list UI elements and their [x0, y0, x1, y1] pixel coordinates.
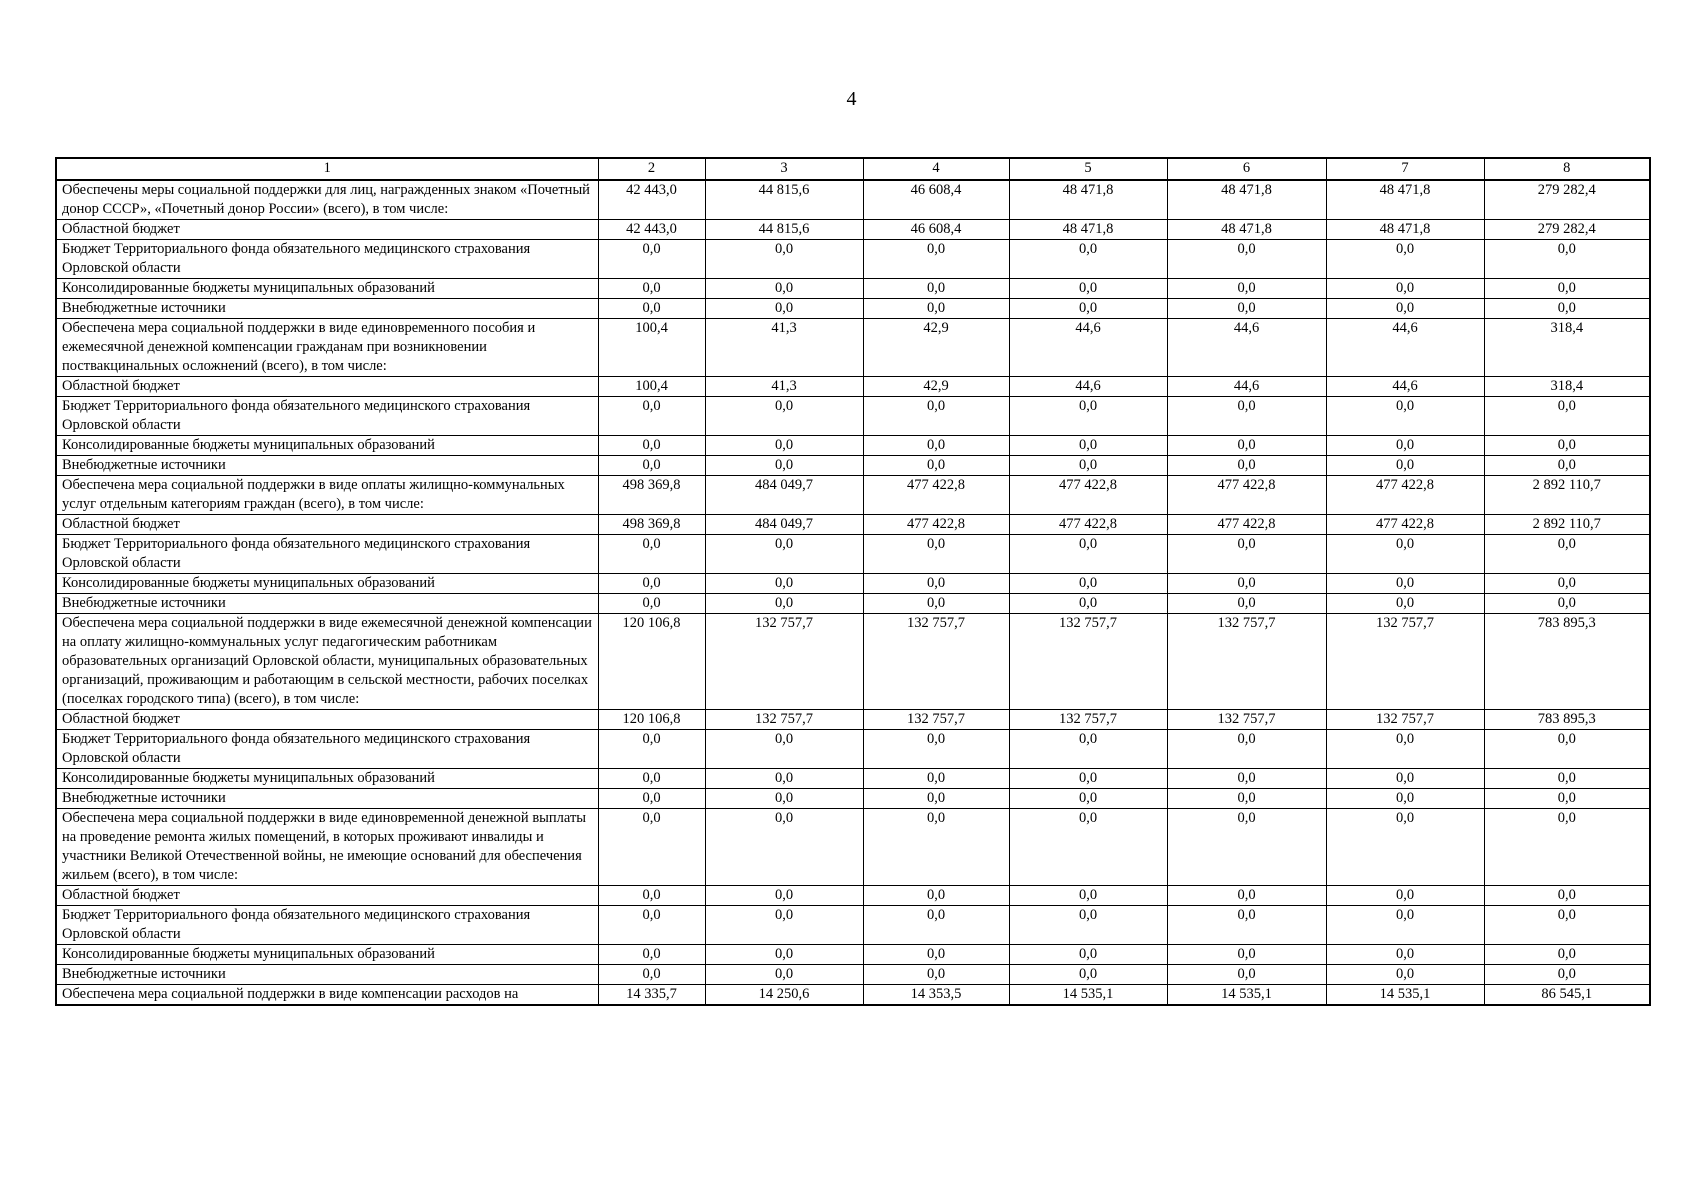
value-cell: 42 443,0: [598, 220, 705, 240]
table-row: [56, 240, 1650, 279]
value-cell: 0,0: [705, 730, 863, 769]
value-cell: 0,0: [863, 809, 1009, 886]
table-row: [56, 886, 1650, 906]
row-label: Бюджет Территориального фонда обязательного медицинского страхования Орловской области: [56, 535, 598, 574]
value-cell: 132 757,7: [705, 710, 863, 730]
value-cell: 0,0: [598, 574, 705, 594]
row-label: Обеспечены меры социальной поддержки для лиц, награжденных знаком «Почетный донор СССР», «Почетный донор России» (всего), в том числе:: [56, 180, 598, 220]
row-label: Внебюджетные источники: [56, 789, 598, 809]
value-cell: 0,0: [1009, 397, 1167, 436]
value-cell: 0,0: [1326, 906, 1484, 945]
value-cell: 120 106,8: [598, 614, 705, 710]
value-cell: 0,0: [863, 279, 1009, 299]
budget-table: [55, 157, 1651, 1006]
value-cell: 0,0: [705, 299, 863, 319]
value-cell: 279 282,4: [1484, 220, 1650, 240]
value-cell: 0,0: [863, 240, 1009, 279]
value-cell: 42,9: [863, 377, 1009, 397]
value-cell: 0,0: [863, 965, 1009, 985]
column-header: 7: [1326, 158, 1484, 180]
value-cell: 0,0: [598, 906, 705, 945]
value-cell: 0,0: [1326, 965, 1484, 985]
value-cell: 0,0: [598, 886, 705, 906]
value-cell: 477 422,8: [1009, 515, 1167, 535]
value-cell: 0,0: [863, 730, 1009, 769]
table-row: [56, 769, 1650, 789]
row-label: Внебюджетные источники: [56, 965, 598, 985]
value-cell: 0,0: [1326, 240, 1484, 279]
table-row: [56, 614, 1650, 710]
value-cell: 0,0: [1326, 769, 1484, 789]
value-cell: 0,0: [1167, 730, 1326, 769]
value-cell: 783 895,3: [1484, 614, 1650, 710]
value-cell: 477 422,8: [863, 476, 1009, 515]
value-cell: 0,0: [1326, 397, 1484, 436]
table-row: [56, 436, 1650, 456]
value-cell: 0,0: [705, 535, 863, 574]
value-cell: 48 471,8: [1009, 220, 1167, 240]
value-cell: 0,0: [705, 397, 863, 436]
value-cell: 0,0: [863, 594, 1009, 614]
value-cell: 14 250,6: [705, 985, 863, 1006]
value-cell: 0,0: [705, 789, 863, 809]
value-cell: 0,0: [1167, 809, 1326, 886]
column-header: 4: [863, 158, 1009, 180]
row-label: Обеспечена мера социальной поддержки в виде единовременной денежной выплаты на проведение ремонта жилых помещений, в которых проживают инвалиды и участники Великой Отечественной войны, не имеющие оснований для обеспечения жильем (всего), в том числе:: [56, 809, 598, 886]
value-cell: 0,0: [1326, 436, 1484, 456]
value-cell: 100,4: [598, 377, 705, 397]
table-row: [56, 730, 1650, 769]
value-cell: 0,0: [1484, 574, 1650, 594]
value-cell: 0,0: [1326, 456, 1484, 476]
table-row: [56, 594, 1650, 614]
value-cell: 132 757,7: [1167, 710, 1326, 730]
row-label: Бюджет Территориального фонда обязательного медицинского страхования Орловской области: [56, 240, 598, 279]
value-cell: 0,0: [1009, 279, 1167, 299]
value-cell: 0,0: [1326, 299, 1484, 319]
row-label: Областной бюджет: [56, 710, 598, 730]
value-cell: 477 422,8: [1326, 515, 1484, 535]
value-cell: 0,0: [598, 789, 705, 809]
table-row: [56, 945, 1650, 965]
column-header: 2: [598, 158, 705, 180]
value-cell: 0,0: [1484, 886, 1650, 906]
value-cell: 0,0: [1326, 535, 1484, 574]
value-cell: 0,0: [1484, 965, 1650, 985]
value-cell: 318,4: [1484, 377, 1650, 397]
table-body: [56, 180, 1650, 1005]
column-header: 1: [56, 158, 598, 180]
value-cell: 48 471,8: [1009, 180, 1167, 220]
value-cell: 132 757,7: [863, 710, 1009, 730]
value-cell: 0,0: [705, 574, 863, 594]
value-cell: 0,0: [1484, 279, 1650, 299]
row-label: Обеспечена мера социальной поддержки в виде единовременного пособия и ежемесячной денежной компенсации гражданам при возникновении поствакцинальных осложнений (всего), в том числе:: [56, 319, 598, 377]
row-label: Областной бюджет: [56, 377, 598, 397]
value-cell: 46 608,4: [863, 220, 1009, 240]
value-cell: 0,0: [1009, 240, 1167, 279]
row-label: Обеспечена мера социальной поддержки в виде компенсации расходов на: [56, 985, 598, 1006]
value-cell: 0,0: [705, 240, 863, 279]
value-cell: 14 353,5: [863, 985, 1009, 1006]
table-row: [56, 535, 1650, 574]
value-cell: 44,6: [1009, 319, 1167, 377]
value-cell: 44 815,6: [705, 180, 863, 220]
value-cell: 0,0: [598, 436, 705, 456]
row-label: Консолидированные бюджеты муниципальных образований: [56, 945, 598, 965]
value-cell: 0,0: [1009, 594, 1167, 614]
table-row: [56, 710, 1650, 730]
value-cell: 132 757,7: [1167, 614, 1326, 710]
value-cell: 0,0: [598, 945, 705, 965]
value-cell: 0,0: [1009, 809, 1167, 886]
value-cell: 0,0: [1009, 906, 1167, 945]
value-cell: 132 757,7: [1326, 614, 1484, 710]
value-cell: 0,0: [863, 789, 1009, 809]
value-cell: 0,0: [1009, 299, 1167, 319]
value-cell: 44,6: [1167, 319, 1326, 377]
value-cell: 0,0: [1484, 769, 1650, 789]
table-row: [56, 397, 1650, 436]
value-cell: 0,0: [598, 535, 705, 574]
value-cell: 48 471,8: [1167, 180, 1326, 220]
value-cell: 0,0: [1167, 965, 1326, 985]
value-cell: 132 757,7: [863, 614, 1009, 710]
value-cell: 48 471,8: [1167, 220, 1326, 240]
table-row: [56, 456, 1650, 476]
value-cell: 44 815,6: [705, 220, 863, 240]
value-cell: 477 422,8: [1326, 476, 1484, 515]
value-cell: 0,0: [705, 906, 863, 945]
row-label: Внебюджетные источники: [56, 594, 598, 614]
value-cell: 0,0: [598, 769, 705, 789]
row-label: Бюджет Территориального фонда обязательного медицинского страхования Орловской области: [56, 730, 598, 769]
table-row: [56, 985, 1650, 1006]
row-label: Внебюджетные источники: [56, 299, 598, 319]
value-cell: 0,0: [1009, 945, 1167, 965]
value-cell: 132 757,7: [705, 614, 863, 710]
value-cell: 14 335,7: [598, 985, 705, 1006]
value-cell: 0,0: [1167, 299, 1326, 319]
value-cell: 0,0: [1484, 436, 1650, 456]
column-header: 6: [1167, 158, 1326, 180]
value-cell: 2 892 110,7: [1484, 476, 1650, 515]
value-cell: 0,0: [705, 886, 863, 906]
row-label: Консолидированные бюджеты муниципальных образований: [56, 769, 598, 789]
value-cell: 0,0: [1167, 436, 1326, 456]
value-cell: 0,0: [598, 809, 705, 886]
value-cell: 100,4: [598, 319, 705, 377]
value-cell: 0,0: [1167, 456, 1326, 476]
value-cell: 0,0: [1167, 594, 1326, 614]
value-cell: 498 369,8: [598, 515, 705, 535]
value-cell: 0,0: [863, 574, 1009, 594]
value-cell: 0,0: [863, 436, 1009, 456]
table-row: [56, 809, 1650, 886]
table-row: [56, 319, 1650, 377]
value-cell: 42,9: [863, 319, 1009, 377]
row-label: Обеспечена мера социальной поддержки в виде ежемесячной денежной компенсации на оплату жилищно-коммунальных услуг педагогическим работникам образовательных организаций Орловской области, муниципальных образовательных организаций, проживающим и работающим в сельской местности, рабочих поселках (поселках городского типа) (всего), в том числе:: [56, 614, 598, 710]
value-cell: 0,0: [598, 730, 705, 769]
value-cell: 0,0: [1326, 279, 1484, 299]
value-cell: 0,0: [863, 456, 1009, 476]
value-cell: 41,3: [705, 319, 863, 377]
value-cell: 0,0: [1167, 535, 1326, 574]
value-cell: 44,6: [1326, 377, 1484, 397]
value-cell: 41,3: [705, 377, 863, 397]
value-cell: 0,0: [1484, 730, 1650, 769]
value-cell: 0,0: [1009, 456, 1167, 476]
value-cell: 0,0: [1326, 730, 1484, 769]
row-label: Консолидированные бюджеты муниципальных образований: [56, 574, 598, 594]
value-cell: 0,0: [1009, 436, 1167, 456]
value-cell: 0,0: [1167, 240, 1326, 279]
value-cell: 14 535,1: [1009, 985, 1167, 1006]
table-row: [56, 377, 1650, 397]
value-cell: 0,0: [1009, 535, 1167, 574]
value-cell: 477 422,8: [1167, 515, 1326, 535]
value-cell: 0,0: [598, 299, 705, 319]
table-row: [56, 180, 1650, 220]
value-cell: 0,0: [1167, 789, 1326, 809]
value-cell: 0,0: [863, 397, 1009, 436]
value-cell: 0,0: [705, 809, 863, 886]
value-cell: 0,0: [598, 240, 705, 279]
value-cell: 120 106,8: [598, 710, 705, 730]
value-cell: 132 757,7: [1326, 710, 1484, 730]
row-label: Областной бюджет: [56, 220, 598, 240]
value-cell: 0,0: [1484, 299, 1650, 319]
column-number-row: [56, 158, 1650, 180]
value-cell: 0,0: [705, 436, 863, 456]
value-cell: 0,0: [1484, 535, 1650, 574]
value-cell: 0,0: [1326, 574, 1484, 594]
value-cell: 0,0: [863, 769, 1009, 789]
value-cell: 0,0: [1484, 809, 1650, 886]
value-cell: 0,0: [1484, 456, 1650, 476]
value-cell: 484 049,7: [705, 476, 863, 515]
table-row: [56, 476, 1650, 515]
table-row: [56, 299, 1650, 319]
value-cell: 0,0: [1009, 965, 1167, 985]
column-header: 5: [1009, 158, 1167, 180]
value-cell: 0,0: [1167, 769, 1326, 789]
row-label: Внебюджетные источники: [56, 456, 598, 476]
value-cell: 0,0: [1326, 789, 1484, 809]
value-cell: 0,0: [863, 535, 1009, 574]
value-cell: 14 535,1: [1326, 985, 1484, 1006]
value-cell: 0,0: [1167, 945, 1326, 965]
row-label: Бюджет Территориального фонда обязательного медицинского страхования Орловской области: [56, 397, 598, 436]
value-cell: 0,0: [1326, 945, 1484, 965]
value-cell: 0,0: [1326, 886, 1484, 906]
value-cell: 318,4: [1484, 319, 1650, 377]
value-cell: 0,0: [705, 594, 863, 614]
value-cell: 0,0: [1009, 886, 1167, 906]
value-cell: 0,0: [863, 906, 1009, 945]
value-cell: 0,0: [863, 886, 1009, 906]
value-cell: 0,0: [1484, 594, 1650, 614]
value-cell: 2 892 110,7: [1484, 515, 1650, 535]
table-row: [56, 789, 1650, 809]
row-label: Областной бюджет: [56, 886, 598, 906]
value-cell: 0,0: [598, 397, 705, 436]
value-cell: 48 471,8: [1326, 180, 1484, 220]
value-cell: 279 282,4: [1484, 180, 1650, 220]
value-cell: 132 757,7: [1009, 710, 1167, 730]
value-cell: 44,6: [1326, 319, 1484, 377]
value-cell: 0,0: [1167, 397, 1326, 436]
value-cell: 0,0: [1009, 769, 1167, 789]
value-cell: 498 369,8: [598, 476, 705, 515]
value-cell: 44,6: [1167, 377, 1326, 397]
value-cell: 0,0: [598, 279, 705, 299]
value-cell: 46 608,4: [863, 180, 1009, 220]
table-row: [56, 515, 1650, 535]
value-cell: 783 895,3: [1484, 710, 1650, 730]
value-cell: 0,0: [705, 769, 863, 789]
value-cell: 0,0: [1009, 789, 1167, 809]
value-cell: 477 422,8: [863, 515, 1009, 535]
value-cell: 0,0: [598, 594, 705, 614]
value-cell: 86 545,1: [1484, 985, 1650, 1006]
value-cell: 0,0: [1326, 594, 1484, 614]
value-cell: 484 049,7: [705, 515, 863, 535]
value-cell: 0,0: [1167, 886, 1326, 906]
value-cell: 0,0: [705, 456, 863, 476]
value-cell: 0,0: [705, 945, 863, 965]
value-cell: 0,0: [705, 279, 863, 299]
table-row: [56, 965, 1650, 985]
row-label: Консолидированные бюджеты муниципальных образований: [56, 436, 598, 456]
value-cell: 0,0: [1326, 809, 1484, 886]
value-cell: 477 422,8: [1009, 476, 1167, 515]
row-label: Бюджет Территориального фонда обязательного медицинского страхования Орловской области: [56, 906, 598, 945]
table-row: [56, 906, 1650, 945]
value-cell: 0,0: [1009, 574, 1167, 594]
value-cell: 0,0: [1167, 574, 1326, 594]
value-cell: 0,0: [1167, 279, 1326, 299]
page-number: 4: [846, 88, 857, 110]
row-label: Областной бюджет: [56, 515, 598, 535]
value-cell: 14 535,1: [1167, 985, 1326, 1006]
value-cell: 0,0: [1484, 397, 1650, 436]
value-cell: 132 757,7: [1009, 614, 1167, 710]
value-cell: 0,0: [1484, 240, 1650, 279]
table-row: [56, 220, 1650, 240]
row-label: Консолидированные бюджеты муниципальных образований: [56, 279, 598, 299]
table-row: [56, 574, 1650, 594]
value-cell: 0,0: [1009, 730, 1167, 769]
value-cell: 477 422,8: [1167, 476, 1326, 515]
value-cell: 48 471,8: [1326, 220, 1484, 240]
value-cell: 0,0: [863, 299, 1009, 319]
value-cell: 42 443,0: [598, 180, 705, 220]
value-cell: 0,0: [1167, 906, 1326, 945]
table-row: [56, 279, 1650, 299]
value-cell: 44,6: [1009, 377, 1167, 397]
value-cell: 0,0: [863, 945, 1009, 965]
value-cell: 0,0: [598, 456, 705, 476]
value-cell: 0,0: [1484, 906, 1650, 945]
column-header: 8: [1484, 158, 1650, 180]
value-cell: 0,0: [705, 965, 863, 985]
value-cell: 0,0: [1484, 945, 1650, 965]
value-cell: 0,0: [598, 965, 705, 985]
value-cell: 0,0: [1484, 789, 1650, 809]
column-header: 3: [705, 158, 863, 180]
row-label: Обеспечена мера социальной поддержки в виде оплаты жилищно-коммунальных услуг отдельным категориям граждан (всего), в том числе:: [56, 476, 598, 515]
